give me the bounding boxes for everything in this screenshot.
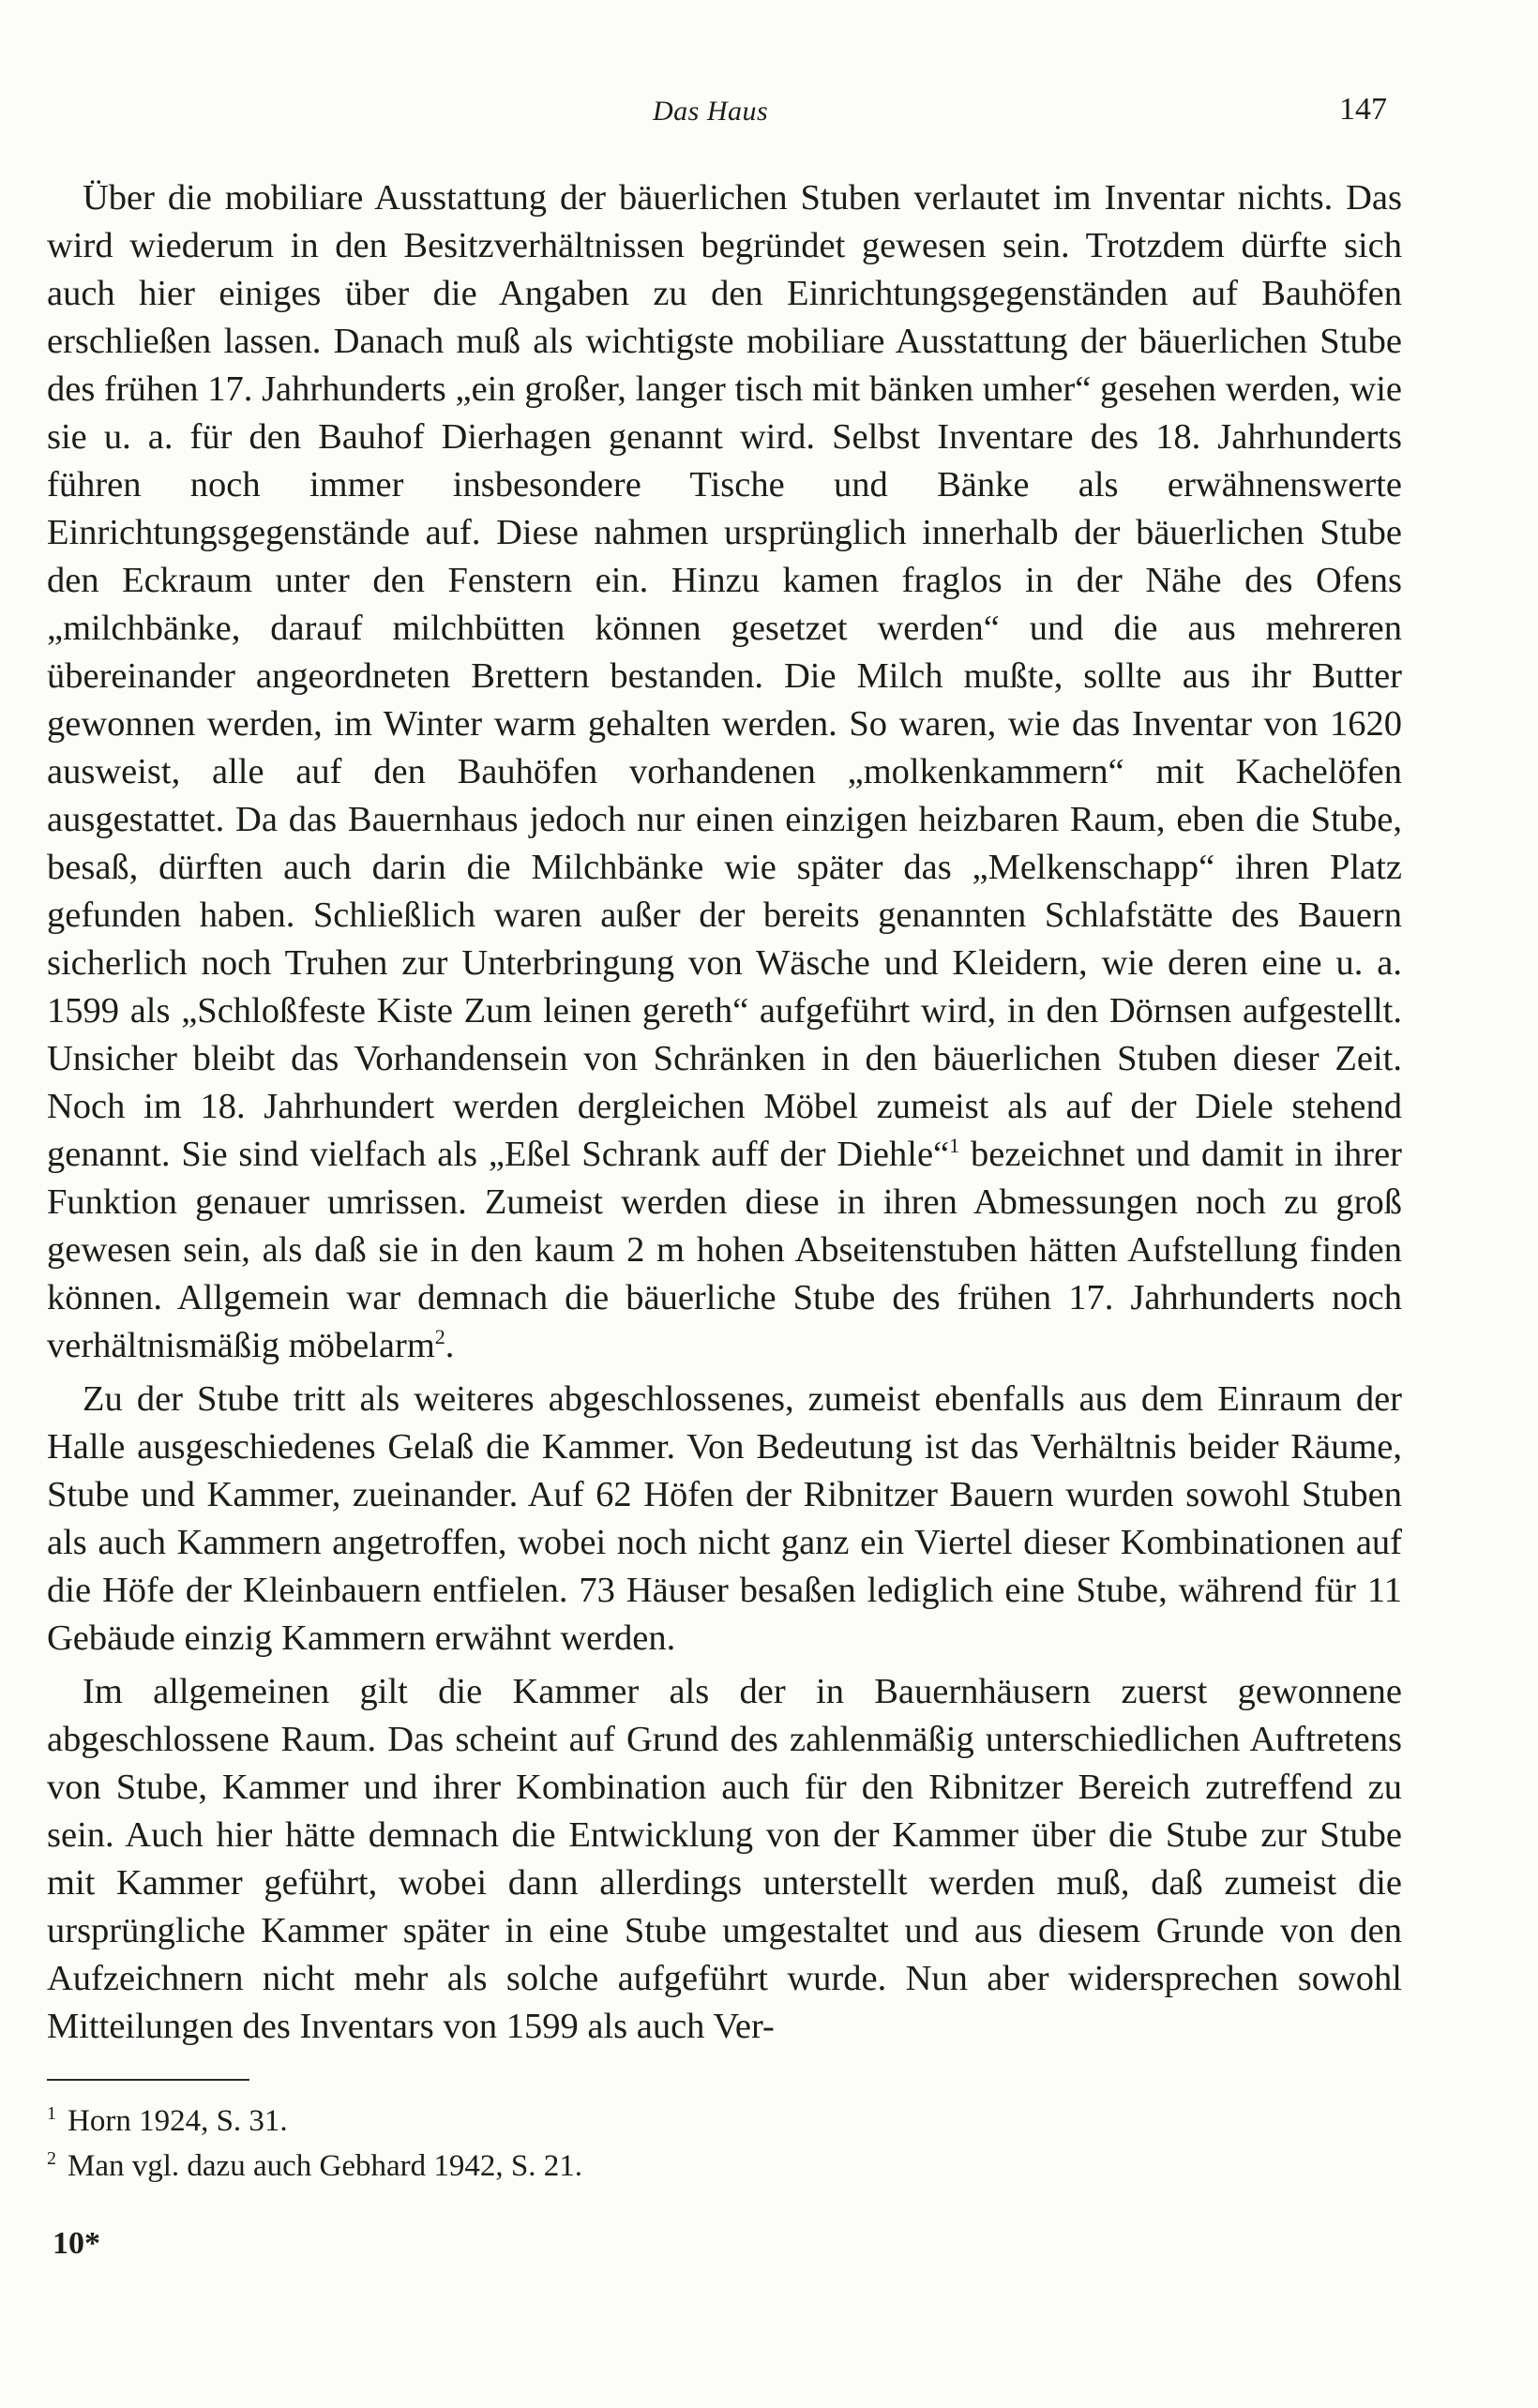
paragraph-chamber: [47, 1376, 1402, 1663]
paragraph-text: Über die mobiliare Ausstattung der bäuerlichen Stuben verlautet im Inventar nichts. Das wird wiederum in den Besitzverhältnissen begründet gewesen sein. Trotzdem dürfte sich auch hier einiges über die Angaben zu den Einrichtungsgegenständen auf Bauhöfen erschließen lassen. Danach muß als wichtigste mobiliare Ausstattung der bäuerlichen Stube des frühen 17. Jahrhunderts „ein großer, langer tisch mit bänken umher“ gesehen werden, wie sie u. a. für den Bauhof Dierhagen genannt wird. Selbst Inventare des 18. Jahrhunderts führen noch immer insbesondere Tische und Bänke als erwähnenswerte Einrichtungsgegenstände auf. Diese nahmen ursprünglich innerhalb der bäuerlichen Stube den Eckraum unter den Fenstern ein. Hinzu kamen fraglos in der Nähe des Ofens „milchbänke, darauf milchbütten können gesetzet werden“ und die aus mehreren übereinander angeordneten Brettern bestanden. Die Milch mußte, sollte aus ihr Butter gewonnen werden, im Winter warm gehalten werden. So waren, wie das Inventar von 1620 ausweist, alle auf den Bauhöfen vorhandenen „molkenkammern“ mit Kachelöfen ausgestattet. Da das Bauernhaus jedoch nur einen einzigen heizbaren Raum, eben die Stube, besaß, dürften auch darin die Milchbänke wie später das „Melkenschapp“ ihren Platz gefunden haben. Schließlich waren außer der bereits genannten Schlafstätte des Bauern sicherlich noch Truhen zur Unterbringung von Wäsche und Kleidern, wie deren eine u. a. 1599 als „Schloßfeste Kiste Zum leinen gereth“ aufgeführt wird, in den Dörnsen aufgestellt. Unsicher bleibt das Vorhandensein von Schränken in den bäuerlichen Stuben dieser Zeit. Noch im 18. Jahrhundert werden dergleichen Möbel zumeist als auf der Diele stehend genannt. Sie sind vielfach als „Eßel Schrank auff der Diehle“: [47, 178, 1402, 1174]
footnote: [47, 2144, 1360, 2189]
page-number: 147: [1339, 92, 1387, 127]
running-title: Das Haus: [653, 96, 769, 127]
footnote-number: 1: [47, 2103, 56, 2124]
footnote-text: Man vgl. dazu auch Gebhard 1942, S. 21.: [68, 2149, 582, 2183]
footnotes: [47, 2099, 1360, 2189]
running-head: [0, 92, 1538, 139]
paragraph-development: [47, 1668, 1402, 2051]
paragraph-text: .: [445, 1326, 455, 1365]
footnote-reference: 1: [949, 1134, 960, 1158]
paragraph-text: Zu der Stube tritt als weiteres abgeschlossenes, zumeist ebenfalls aus dem Einraum der Halle ausgeschiedenes Gelaß die Kammer. Von Bedeutung ist das Verhältnis beider Räume, Stube und Kammer, zueinander. Auf 62 Höfen der Ribnitzer Bauern wurden sowohl Stuben als auch Kammern angetroffen, wobei noch nicht ganz ein Viertel dieser Kombinationen auf die Höfe der Kleinbauern entfielen. 73 Häuser besaßen lediglich eine Stube, während für 11 Gebäude einzig Kammern erwähnt werden.: [47, 1379, 1402, 1658]
paragraph-text: Im allgemeinen gilt die Kammer als der in Bauernhäusern zuerst gewonnene abgeschlossene Raum. Das scheint auf Grund des zahlenmäßig unterschiedlichen Auftretens von Stube, Kammer und ihrer Kombination auch für den Ribnitzer Bereich zutreffend zu sein. Auch hier hätte demnach die Entwicklung von der Kammer über die Stube zur Stube mit Kammer geführt, wobei dann allerdings unterstellt werden muß, daß zumeist die ursprüngliche Kammer später in eine Stube umgestaltet und aus diesem Grunde von den Aufzeichnern nicht mehr als solche aufgeführt wurde. Nun aber widersprechen sowohl Mitteilungen des Inventars von 1599 als auch Ver-: [47, 1672, 1402, 2046]
footnote-reference: 2: [434, 1325, 445, 1349]
sheet-signature: 10*: [53, 2226, 100, 2261]
footnote: [47, 2099, 1360, 2144]
body-text: [47, 174, 1402, 2051]
footnote-divider: [47, 2079, 249, 2081]
footnote-text: Horn 1924, S. 31.: [68, 2104, 288, 2138]
paragraph-text: bezeichnet und damit in ihrer Funktion genauer umrissen. Zumeist werden diese in ihren Abmessungen noch zu groß gewesen sein, als daß sie in den kaum 2 m hohen Abseitenstuben hätten Aufstellung finden können. Allgemein war demnach die bäuerliche Stube des frühen 17. Jahrhunderts noch verhältnismäßig möbelarm: [47, 1135, 1402, 1365]
paragraph-furniture: [47, 174, 1402, 1370]
footnote-number: 2: [47, 2148, 56, 2169]
